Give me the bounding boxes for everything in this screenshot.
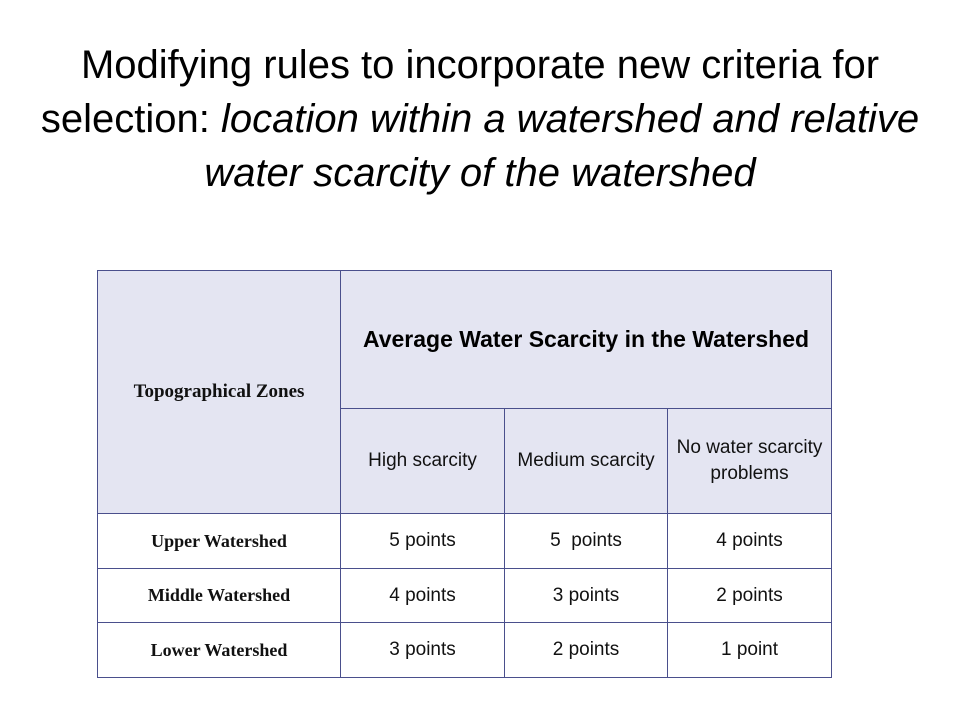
topographical-zones-header: Topographical Zones (98, 271, 341, 514)
scarcity-points-table (97, 270, 832, 678)
slide-title-emphasis: location within a watershed and relative water scarcity of the watershed (204, 97, 920, 195)
slide-title-main: Modifying rules to incorporate new criteria for selection: (40, 43, 880, 141)
table-cell: 2 points (668, 569, 832, 623)
table-cell: 5 points (341, 514, 505, 569)
water-scarcity-group-header: Average Water Scarcity in the Watershed (341, 271, 832, 409)
table-cell: 4 points (341, 569, 505, 623)
column-header-medium: Medium scarcity (505, 409, 668, 514)
slide-title (40, 38, 920, 200)
row-label-lower: Lower Watershed (98, 623, 341, 678)
row-label-middle: Middle Watershed (98, 569, 341, 623)
table-row (98, 623, 832, 678)
row-label-upper: Upper Watershed (98, 514, 341, 569)
table-row (98, 514, 832, 569)
table-cell: 3 points (505, 569, 668, 623)
table-cell: 5 points (505, 514, 668, 569)
column-header-none: No water scarcity problems (668, 409, 832, 514)
table-cell: 4 points (668, 514, 832, 569)
table-cell: 2 points (505, 623, 668, 678)
table-cell: 1 point (668, 623, 832, 678)
table-row (98, 569, 832, 623)
column-header-high: High scarcity (341, 409, 505, 514)
table-header-row (98, 271, 832, 409)
table-cell: 3 points (341, 623, 505, 678)
